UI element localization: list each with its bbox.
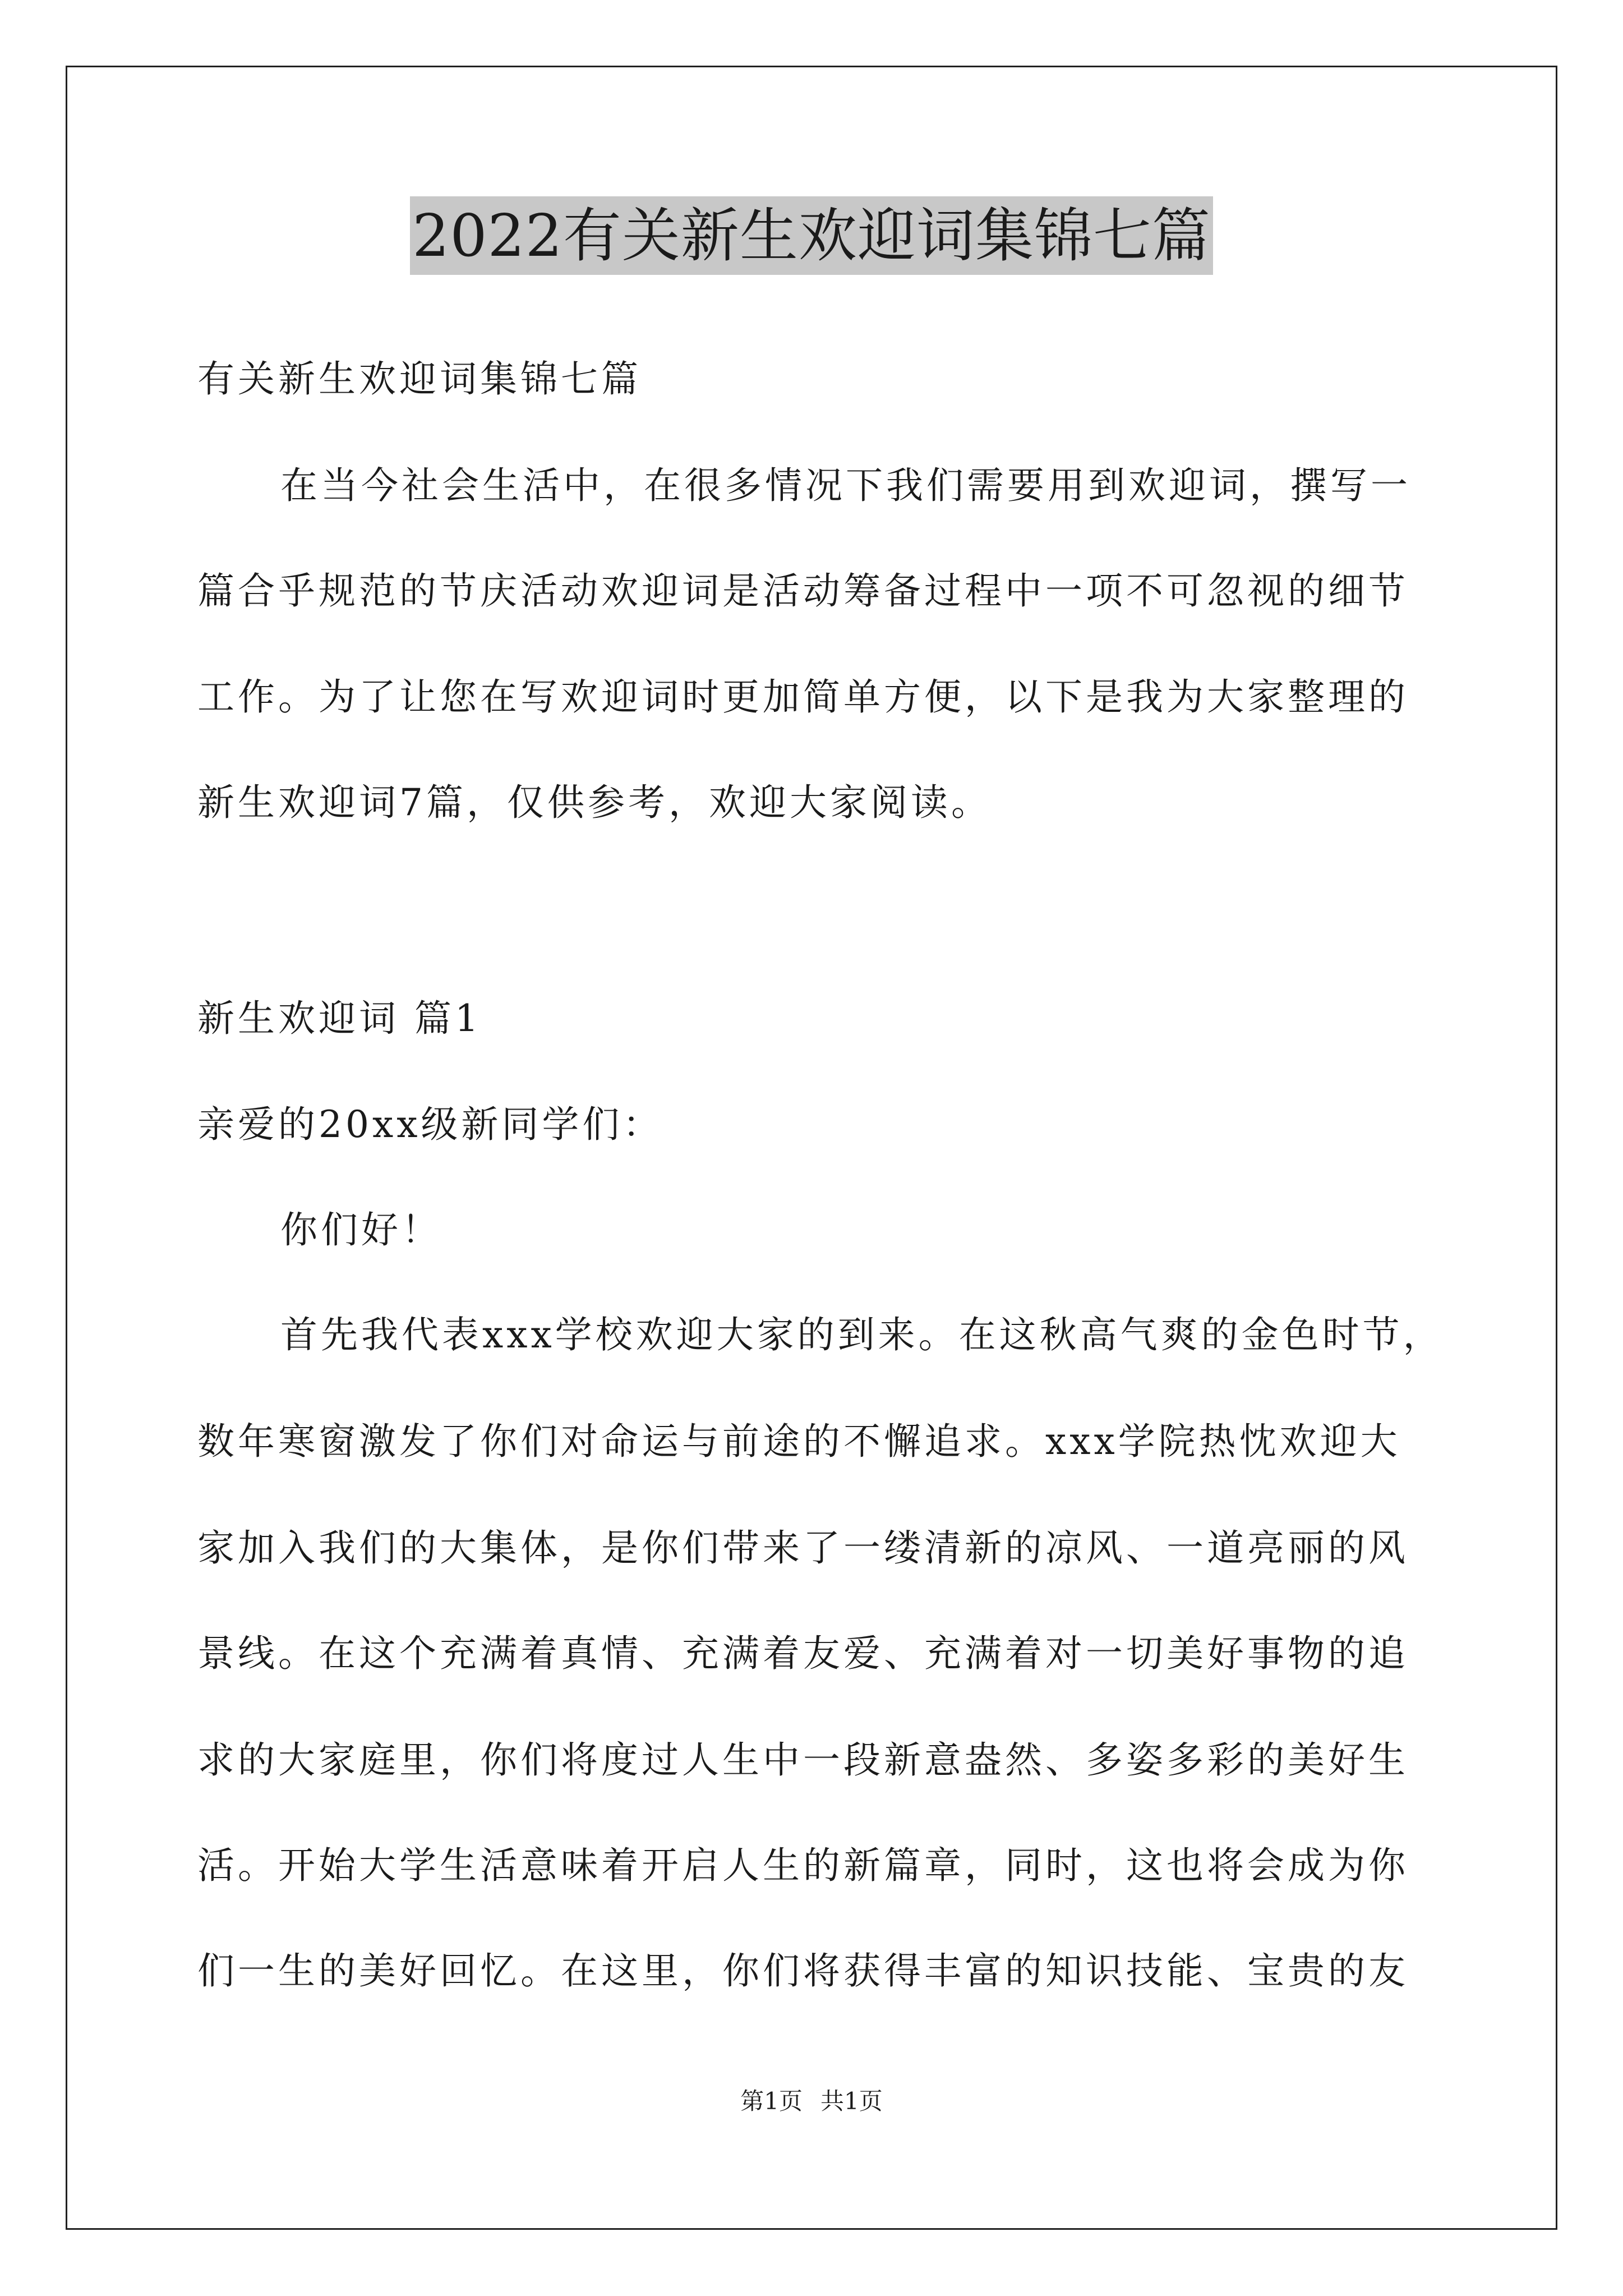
intro-line: 工作。为了让您在写欢迎词时更加简单方便，以下是我为大家整理的 xyxy=(197,675,1409,719)
page-number: 第1页 xyxy=(740,2087,803,2115)
page-total: 共1页 xyxy=(820,2087,883,2115)
body-line: 景线。在这个充满着真情、充满着友爱、充满着对一切美好事物的追 xyxy=(197,1632,1409,1675)
document-title: 2022有关新生欢迎词集锦七篇 xyxy=(410,196,1213,275)
title-container xyxy=(0,196,1623,275)
body-line: 数年寒窗激发了你们对命运与前途的不懈追求。xxx学院热忱欢迎大 xyxy=(197,1420,1401,1463)
body-line: 首先我代表xxx学校欢迎大家的到来。在这秋高气爽的金色时节， xyxy=(280,1313,1444,1356)
greeting: 你们好！ xyxy=(280,1208,442,1251)
salutation: 亲爱的20xx级新同学们： xyxy=(197,1103,663,1146)
intro-line: 篇合乎规范的节庆活动欢迎词是活动筹备过程中一项不可忽视的细节 xyxy=(197,569,1409,613)
body-line: 们一生的美好回忆。在这里，你们将获得丰富的知识技能、宝贵的友 xyxy=(197,1949,1409,1993)
body-line: 求的大家庭里，你们将度过人生中一段新意盎然、多姿多彩的美好生 xyxy=(197,1738,1409,1782)
document-subtitle: 有关新生欢迎词集锦七篇 xyxy=(197,357,642,401)
page-footer xyxy=(0,2086,1623,2117)
body-line: 活。开始大学生活意味着开启人生的新篇章，同时，这也将会成为你 xyxy=(197,1844,1409,1887)
body-line: 家加入我们的大集体，是你们带来了一缕清新的凉风、一道亮丽的风 xyxy=(197,1526,1409,1570)
intro-line: 新生欢迎词7篇，仅供参考，欢迎大家阅读。 xyxy=(197,781,992,824)
intro-line: 在当今社会生活中，在很多情况下我们需要用到欢迎词，撰写一 xyxy=(280,464,1411,507)
section-heading: 新生欢迎词 篇1 xyxy=(197,997,482,1040)
